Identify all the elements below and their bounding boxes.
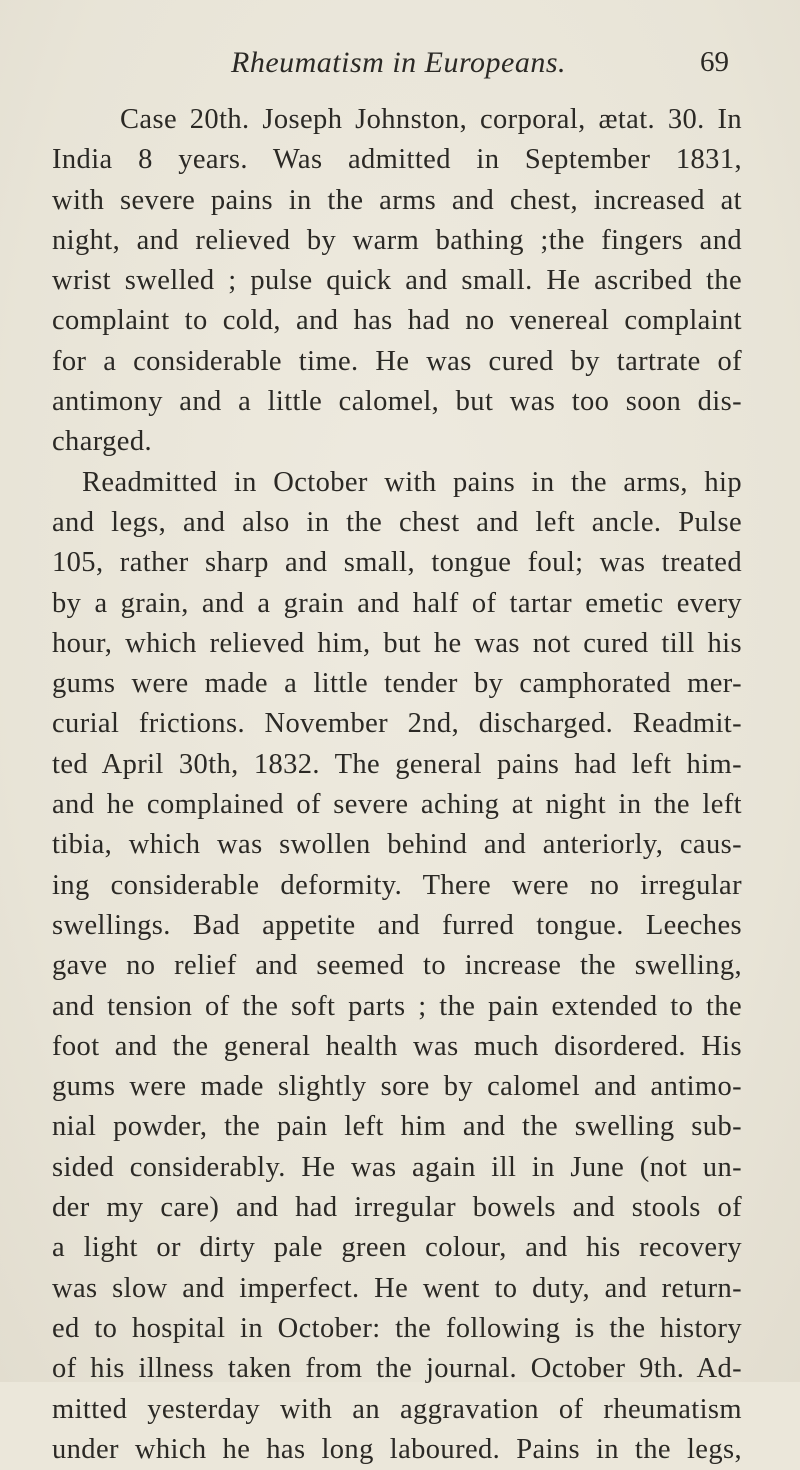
text-line: hour, which relieved him, but he was not cured till his: [52, 627, 742, 659]
text-line: gave no relief and seemed to increase the swelling,: [52, 950, 742, 982]
text-line: nial powder, the pain left him and the swelling sub-: [52, 1111, 742, 1143]
text-line: ted April 30th, 1832. The general pains had left him-: [52, 748, 742, 780]
running-head: [0, 46, 800, 86]
text-line: foot and the general health was much disordered. His: [52, 1030, 742, 1062]
running-title: Rheumatism in Europeans.: [231, 46, 567, 79]
body-text: [52, 100, 742, 1470]
text-line: a light or dirty pale green colour, and his recovery: [52, 1232, 742, 1264]
text-line: wrist swelled ; pulse quick and small. He ascribed the: [52, 265, 742, 297]
text-line: under which he has long laboured. Pains in the legs,: [52, 1433, 742, 1465]
text-line: sided considerably. He was again ill in June (not un-: [52, 1151, 742, 1183]
text-line: 105, rather sharp and small, tongue foul; was treated: [52, 547, 742, 579]
text-line: der my care) and had irregular bowels and stools of: [52, 1192, 742, 1224]
text-line: India 8 years. Was admitted in September 1831,: [52, 144, 742, 176]
text-line: and he complained of severe aching at night in the left: [52, 789, 742, 821]
text-line: swellings. Bad appetite and furred tongue. Leeches: [52, 909, 742, 941]
text-line: for a considerable time. He was cured by tartrate of: [52, 345, 742, 377]
text-line: mitted yesterday with an aggravation of rheumatism: [52, 1393, 742, 1425]
text-line: gums were made a little tender by camphorated mer-: [52, 668, 742, 700]
text-line: of his illness taken from the journal. October 9th. Ad-: [52, 1353, 742, 1385]
text-line: curial frictions. November 2nd, discharged. Readmit-: [52, 708, 742, 740]
text-line: night, and relieved by warm bathing ;the fingers and: [52, 224, 742, 256]
text-line: Readmitted in October with pains in the arms, hip: [82, 466, 742, 498]
text-line: tibia, which was swollen behind and anteriorly, caus-: [52, 829, 742, 861]
text-line: antimony and a little calomel, but was too soon dis-: [52, 386, 742, 418]
text-line: and tension of the soft parts ; the pain extended to the: [52, 990, 742, 1022]
page-number: 69: [700, 46, 729, 78]
text-line: ed to hospital in October: the following is the history: [52, 1312, 742, 1344]
text-line: was slow and imperfect. He went to duty, and return-: [52, 1272, 742, 1304]
text-line: complaint to cold, and has had no venereal complaint: [52, 305, 742, 337]
text-line: and legs, and also in the chest and left ancle. Pulse: [52, 506, 742, 538]
text-line: by a grain, and a grain and half of tartar emetic every: [52, 587, 742, 619]
text-line: charged.: [52, 426, 152, 458]
text-line: with severe pains in the arms and chest, increased at: [52, 184, 742, 216]
text-line: ing considerable deformity. There were no irregular: [52, 869, 742, 901]
text-line: gums were made slightly sore by calomel and antimo-: [52, 1071, 742, 1103]
text-line: Case 20th. Joseph Johnston, corporal, ætat. 30. In: [120, 104, 742, 135]
